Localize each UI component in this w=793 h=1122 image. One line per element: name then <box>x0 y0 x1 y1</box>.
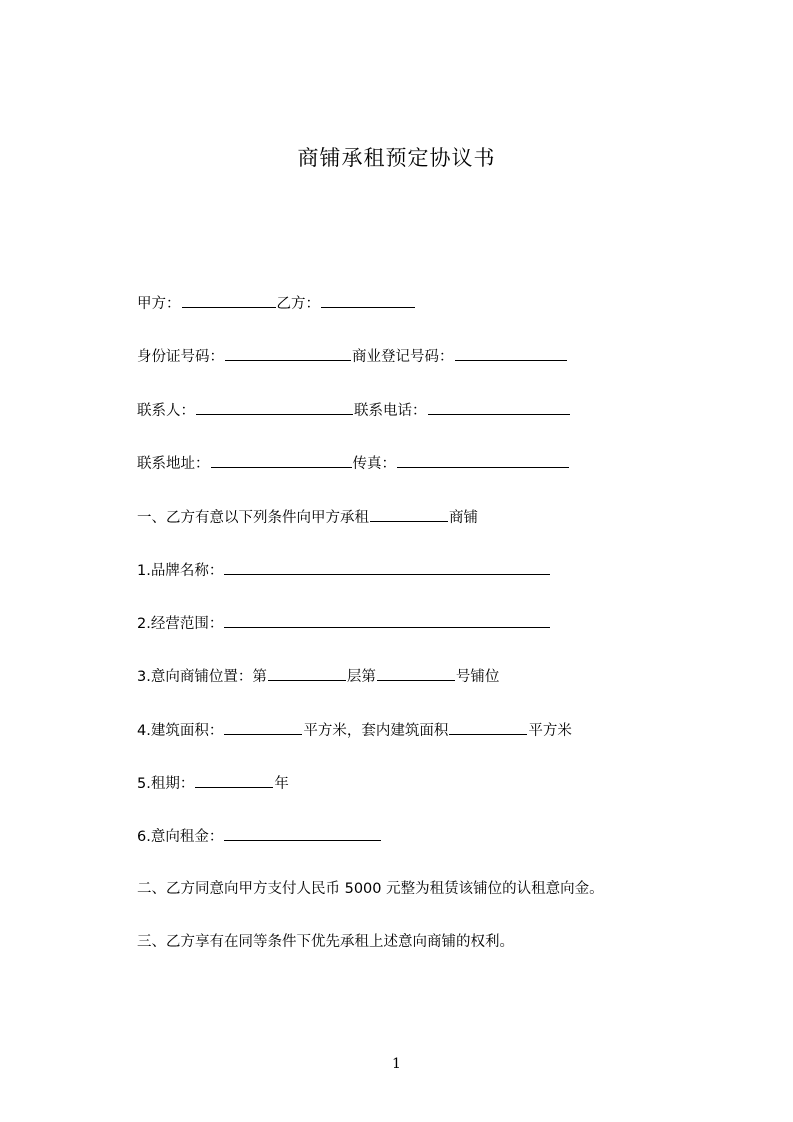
section1-heading <box>137 506 478 528</box>
page-number: 1 <box>392 1056 401 1072</box>
business-scope-label: 2.经营范围： <box>137 616 224 632</box>
brand-name-line <box>137 559 551 581</box>
shop-name-field[interactable] <box>370 506 448 522</box>
section2-clause: 二、乙方同意向甲方支付人民币 5000 元整为租赁该铺位的认租意向金。 <box>137 881 604 897</box>
term-label-pre: 5.租期： <box>137 776 195 792</box>
brand-name-field[interactable] <box>224 559 550 575</box>
contact-line <box>137 399 571 421</box>
inner-area-field[interactable] <box>449 719 527 735</box>
area-label-post: 平方米 <box>528 723 572 739</box>
document-title: 商铺承租预定协议书 <box>297 146 496 170</box>
contact-person-field[interactable] <box>196 399 353 415</box>
rent-label: 6.意向租金： <box>137 829 224 845</box>
section1-heading-post: 商铺 <box>449 510 478 526</box>
business-reg-field[interactable] <box>455 345 567 361</box>
location-label-pre: 3.意向商铺位置：第 <box>137 669 267 685</box>
business-scope-field[interactable] <box>224 612 550 628</box>
location-line <box>137 665 499 687</box>
section1-heading-pre: 一、乙方有意以下列条件向甲方承租 <box>137 510 369 526</box>
term-field[interactable] <box>195 772 273 788</box>
term-line <box>137 772 289 794</box>
area-label-pre: 4.建筑面积： <box>137 723 224 739</box>
party-a-field[interactable] <box>182 292 276 308</box>
location-label-mid: 层第 <box>346 669 376 685</box>
rent-field[interactable] <box>224 825 381 841</box>
contact-person-label: 联系人： <box>137 403 195 419</box>
location-label-post: 号铺位 <box>455 669 500 685</box>
term-label-post: 年 <box>274 776 289 792</box>
fax-label: 传真： <box>352 456 396 472</box>
contact-address-field[interactable] <box>211 452 352 468</box>
building-area-field[interactable] <box>224 719 302 735</box>
business-reg-label: 商业登记号码： <box>352 349 454 365</box>
id-line <box>137 345 568 367</box>
section3-clause: 三、乙方享有在同等条件下优先承租上述意向商铺的权利。 <box>137 934 514 950</box>
rent-line <box>137 825 382 847</box>
party-line <box>137 292 416 314</box>
party-b-field[interactable] <box>321 292 415 308</box>
contact-phone-label: 联系电话： <box>354 403 427 419</box>
area-line <box>137 719 572 741</box>
brand-name-label: 1.品牌名称： <box>137 563 224 579</box>
contact-phone-field[interactable] <box>428 399 570 415</box>
floor-field[interactable] <box>268 665 346 681</box>
address-line <box>137 452 570 474</box>
id-number-label: 身份证号码： <box>137 349 224 365</box>
business-scope-line <box>137 612 551 634</box>
contact-address-label: 联系地址： <box>137 456 210 472</box>
party-b-label: 乙方： <box>276 296 320 312</box>
area-label-mid: 平方米，套内建筑面积 <box>303 723 449 739</box>
id-number-field[interactable] <box>225 345 351 361</box>
shop-number-field[interactable] <box>377 665 455 681</box>
fax-field[interactable] <box>397 452 569 468</box>
party-a-label: 甲方： <box>137 296 181 312</box>
